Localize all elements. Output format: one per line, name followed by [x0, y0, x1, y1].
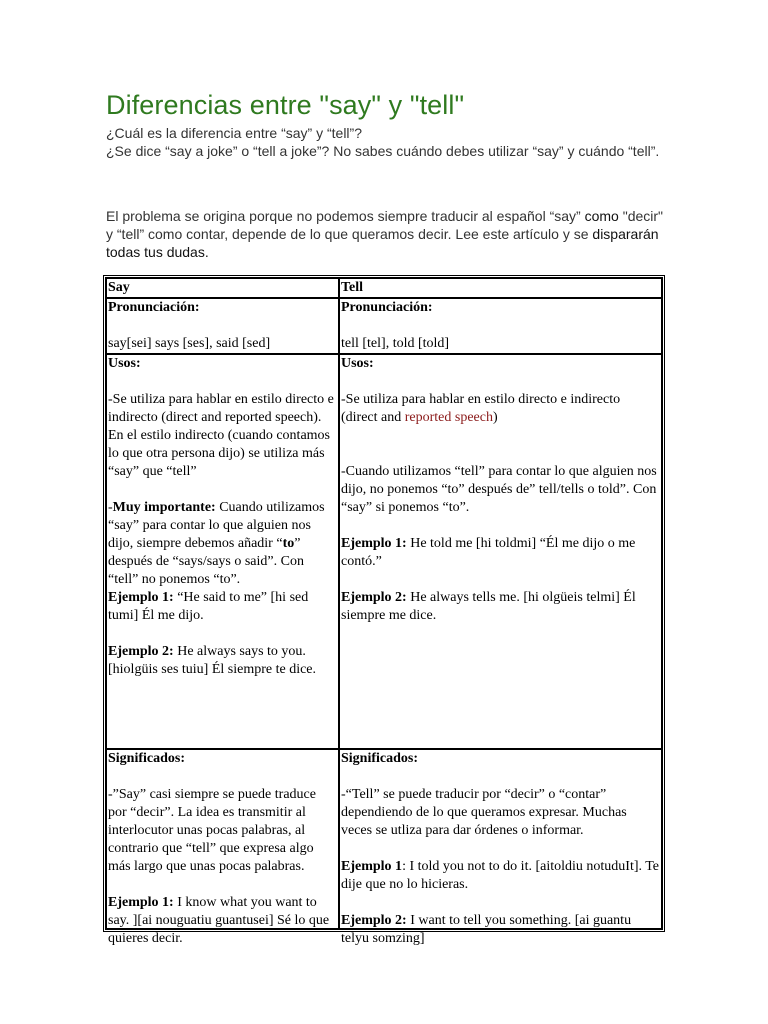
pron-label-say: Pronunciación:	[108, 300, 200, 315]
problem-text-1: El problema se origina porque no podemos siempre traducir al español “say”	[106, 208, 581, 224]
usos-say-p1: -Se utiliza para hablar en estilo directo e indirecto (direct and reported speech). En el estilo indirecto (cuando contamos lo que otra persona dijo) se utiliza más “say” que “tell”	[108, 392, 334, 479]
intro-question-2: ¿Se dice “say a joke” o “tell a joke”? No sabes cuándo debes utilizar “say” y cuándo “tell”.	[106, 142, 660, 159]
signif-label-say: Significados:	[108, 751, 186, 766]
signif-say-example-1: Ejemplo 1: I know what you want to say. ][ai nouguatiu guantusei] Sé lo que quieres decir.	[108, 895, 330, 946]
cell-say-pronunciation	[106, 298, 339, 354]
signif-say-p1: -”Say” casi siempre se puede traduce por “decir”. La idea es transmitir al interlocutor unas pocas palabras, al contrario que “tell” que expresa algo más largo que unas pocas palabras.	[108, 787, 316, 874]
usos-tell-p2: -Cuando utilizamos “tell” para contar lo que alguien nos dijo, no ponemos “to” después de” tell/tells o told”. Con “say” si ponemos “to”.	[341, 464, 657, 515]
usos-label-say: Usos:	[108, 356, 141, 371]
pron-tell-text: tell [tel], told [told]	[341, 336, 450, 351]
usos-label-tell: Usos:	[341, 356, 374, 371]
table-row-usos	[106, 354, 662, 749]
header-say: Say	[106, 278, 339, 298]
cell-tell-significados	[339, 749, 662, 946]
usos-tell-p1: -Se utiliza para hablar en estilo directo e indirecto (direct and reported speech)	[341, 392, 621, 425]
usos-tell-example-1: Ejemplo 1: He told me [hi toldmi] “Él me dijo o me contó.”	[341, 536, 636, 569]
intro-questions	[106, 125, 666, 160]
page-title: Diferencias entre "say" y "tell"	[106, 90, 465, 120]
table-row-pronunciation	[106, 298, 662, 354]
intro-question-1: ¿Cuál es la diferencia entre “say” y “tell”?	[106, 125, 362, 141]
problem-paragraph	[106, 207, 666, 261]
signif-label-tell: Significados:	[341, 751, 419, 766]
signif-tell-p1: -“Tell” se puede traducir por “decir” o “contar” dependiendo de lo que queramos expresar. Muchas veces se utliza para dar órdenes o informar.	[341, 787, 627, 838]
cell-tell-usos	[339, 354, 662, 749]
pron-say-text: say[sei] says [ses], said [sed]	[108, 336, 271, 351]
cell-say-significados	[106, 749, 339, 946]
usos-tell-example-2: Ejemplo 2: He always tells me. [hi olgüeis telmi] Él siempre me dice.	[341, 590, 636, 623]
reported-speech-link[interactable]: reported speech	[404, 410, 493, 425]
comparison-table	[105, 277, 663, 946]
usos-say-example-2: Ejemplo 2: He always says to you. [hiolgüis ses tuiu] Él siempre te dice.	[108, 644, 317, 677]
cell-tell-pronunciation	[339, 298, 662, 354]
signif-tell-example-1: Ejemplo 1: I told you not to do it. [aitoldiu notuduIt]. Te dije que no lo hicieras.	[341, 859, 660, 892]
table-header-row	[106, 278, 662, 298]
problem-text-2: como	[580, 208, 619, 224]
signif-tell-example-2: Ejemplo 2: I want to tell you something. [ai guantu telyu somzing]	[341, 913, 632, 946]
header-tell: Tell	[339, 278, 662, 298]
problem-text-4: dispararán todas tus dudas.	[106, 226, 659, 260]
pron-label-tell: Pronunciación:	[341, 300, 433, 315]
problem-text-3: "decir" y “tell” como contar, depende de lo que queramos decir. Lee este artículo y se	[106, 208, 664, 242]
table-row-significados	[106, 749, 662, 929]
usos-say-p2: -Muy importante: Cuando utilizamos “say” para contar lo que alguien nos dijo, siempre debemos añadir “to” después de “says/says o said”. Con “tell” no ponemos “to”.	[108, 500, 325, 587]
usos-say-example-1: Ejemplo 1: “He said to me” [hi sed tumi] Él me dijo.	[108, 590, 309, 623]
cell-say-usos	[106, 354, 339, 749]
